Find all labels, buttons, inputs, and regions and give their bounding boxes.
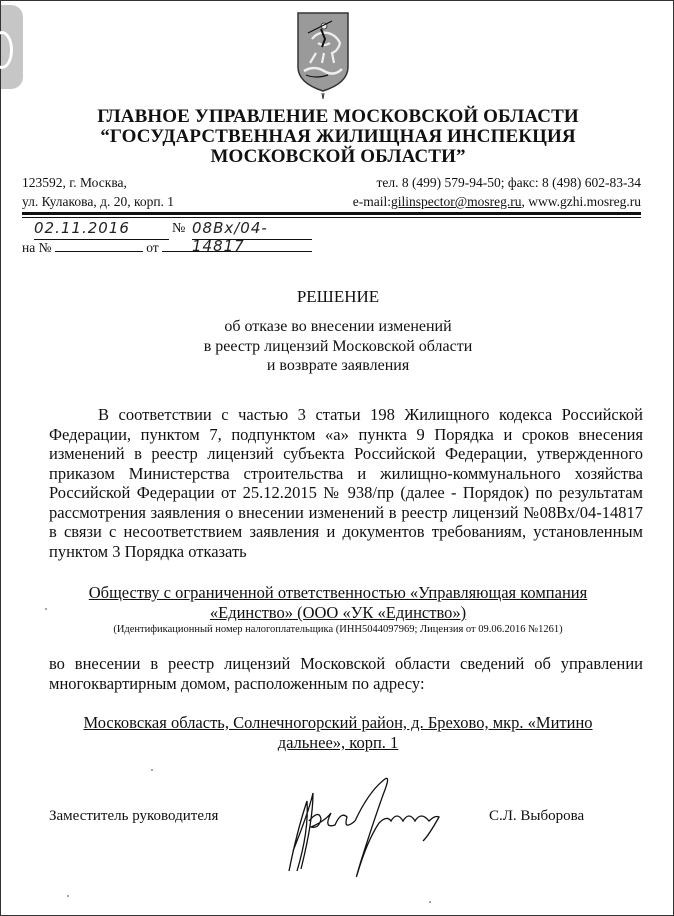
registration-number: 08Вх/04-14817 [192,219,312,240]
reply-from-label: от [146,240,159,255]
scan-speck [151,769,153,771]
subtitle-line-2: в реестр лицензий Московской области [203,337,473,355]
reply-to-label: на № [22,240,52,255]
org-line-1: ГЛАВНОЕ УПРАВЛЕНИЕ МОСКОВСКОЙ ОБЛАСТИ [97,106,579,127]
registration-date: 02.11.2016 [34,219,169,240]
decision-body-paragraph-2: во внесении в реестр лицензий Московской области сведений об управлении многоквартирным домом, расположенным по адресу: [49,654,643,693]
registration-number-label: № [172,221,186,236]
scan-speck [429,901,431,903]
document-title: РЕШЕНИЕ [296,287,380,306]
signatory-name: С.Л. Выборова [489,808,585,824]
reply-date-blank [162,239,312,252]
reply-number-blank [55,239,143,252]
decision-body-paragraph: В соответствии с частью 3 статьи 198 Жилищного кодекса Российской Федерации, пунктом 7, подпунктом «а» пункта 9 Порядка и сроков внесения изменений в реестр лицензий субъекта Российской Федерации, утвержденного приказом Министерства строительства и жилищно-коммунального хозяйства Российской Федерации от 25.12.2015 № 938/пр (далее - Порядок) по результатам рассмотрения заявления о внесении изменений в реестр лицензий №08Вх/04-14817 в связи с несоответствием заявления и документов требованиям, установленным пунктом 3 Порядка отказать [49,405,643,561]
organization-name [1,107,674,167]
handwritten-signature [279,771,479,901]
website-link[interactable]: www.gzhi.mosreg.ru [528,194,641,209]
subtitle-line-1: об отказе во внесении изменений [224,318,452,335]
reply-reference-line [22,239,312,256]
company-line-2: «Единство» (ООО «УК «Единство») [209,603,467,622]
subtitle-line-3: и возврате заявления [266,357,410,374]
contact-info [353,173,641,211]
scan-edge-artifact [1,5,23,89]
property-address-line-1: Московская область, Солнечногорский район, д. Брехово, мкр. «Митино [83,713,593,732]
company-name [1,583,674,623]
email-web-line [353,192,641,211]
email-link[interactable]: gilinspector@mosreg.ru [390,194,522,209]
org-line-3: МОСКОВСКОЙ ОБЛАСТИ” [210,146,466,167]
property-address-line-2: дальнее», корп. 1 [277,733,399,752]
header-rule-thin [22,217,641,218]
org-line-2: “ГОСУДАРСТВЕННАЯ ЖИЛИЩНАЯ ИНСПЕКЦИЯ [100,126,576,147]
scan-speck [45,608,47,610]
company-line-1: Обществу с ограниченной ответственностью «Управляющая компания [88,583,588,602]
postal-address [22,173,174,211]
address-line-1: 123592, г. Москва, [22,175,127,190]
company-details: (Идентификационный номер налогоплательщика (ИНН5044097969; Лицензия от 09.06.2016 №1261) [113,624,563,635]
address-line-2: ул. Кулакова, д. 20, корп. 1 [22,194,175,209]
contact-separator: , [521,194,529,209]
email-label: e-mail: [352,194,391,209]
signatory-role: Заместитель руководителя [49,808,219,824]
phone-fax: тел. 8 (499) 579-94-50; факс: 8 (498) 602-83-34 [376,175,641,190]
property-address [1,713,674,753]
header-rule-thick [22,212,641,215]
coat-of-arms-icon [294,9,352,99]
scan-speck [67,895,69,897]
document-subtitle [1,317,674,376]
